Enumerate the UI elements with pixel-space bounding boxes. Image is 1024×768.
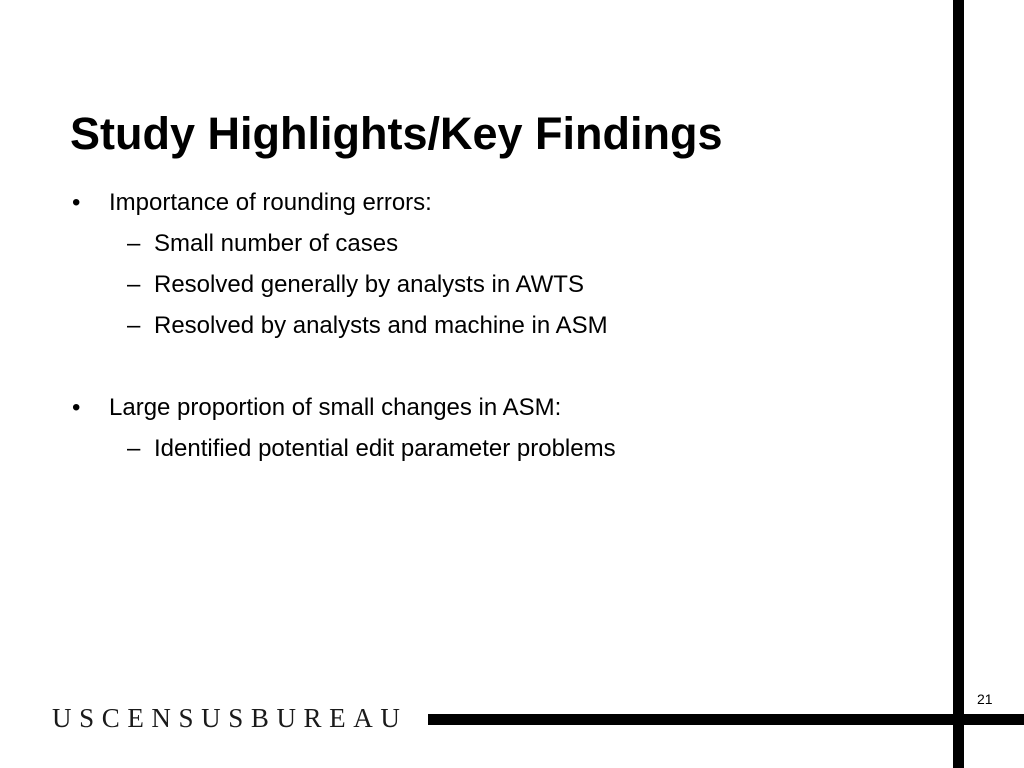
vertical-divider xyxy=(953,0,964,768)
census-bureau-logo: USCENSUSBUREAU xyxy=(52,703,408,733)
sub-bullet-text: Small number of cases xyxy=(154,230,399,257)
dash-marker: – xyxy=(127,271,141,298)
dash-marker: – xyxy=(127,435,141,462)
slide-title: Study Highlights/Key Findings xyxy=(70,108,723,159)
sub-bullet-text: Resolved by analysts and machine in ASM xyxy=(154,312,608,339)
sub-bullet-text: Identified potential edit parameter problems xyxy=(154,435,616,462)
dash-marker: – xyxy=(127,230,141,257)
page-number: 21 xyxy=(977,691,993,707)
sub-bullet-text: Resolved generally by analysts in AWTS xyxy=(154,271,584,298)
footer-rule xyxy=(428,714,1024,725)
bullet-marker: • xyxy=(72,189,81,216)
bullet-marker: • xyxy=(72,394,81,421)
bullet-text: Importance of rounding errors: xyxy=(109,189,432,216)
dash-marker: – xyxy=(127,312,141,339)
bullet-text: Large proportion of small changes in ASM: xyxy=(109,394,562,421)
